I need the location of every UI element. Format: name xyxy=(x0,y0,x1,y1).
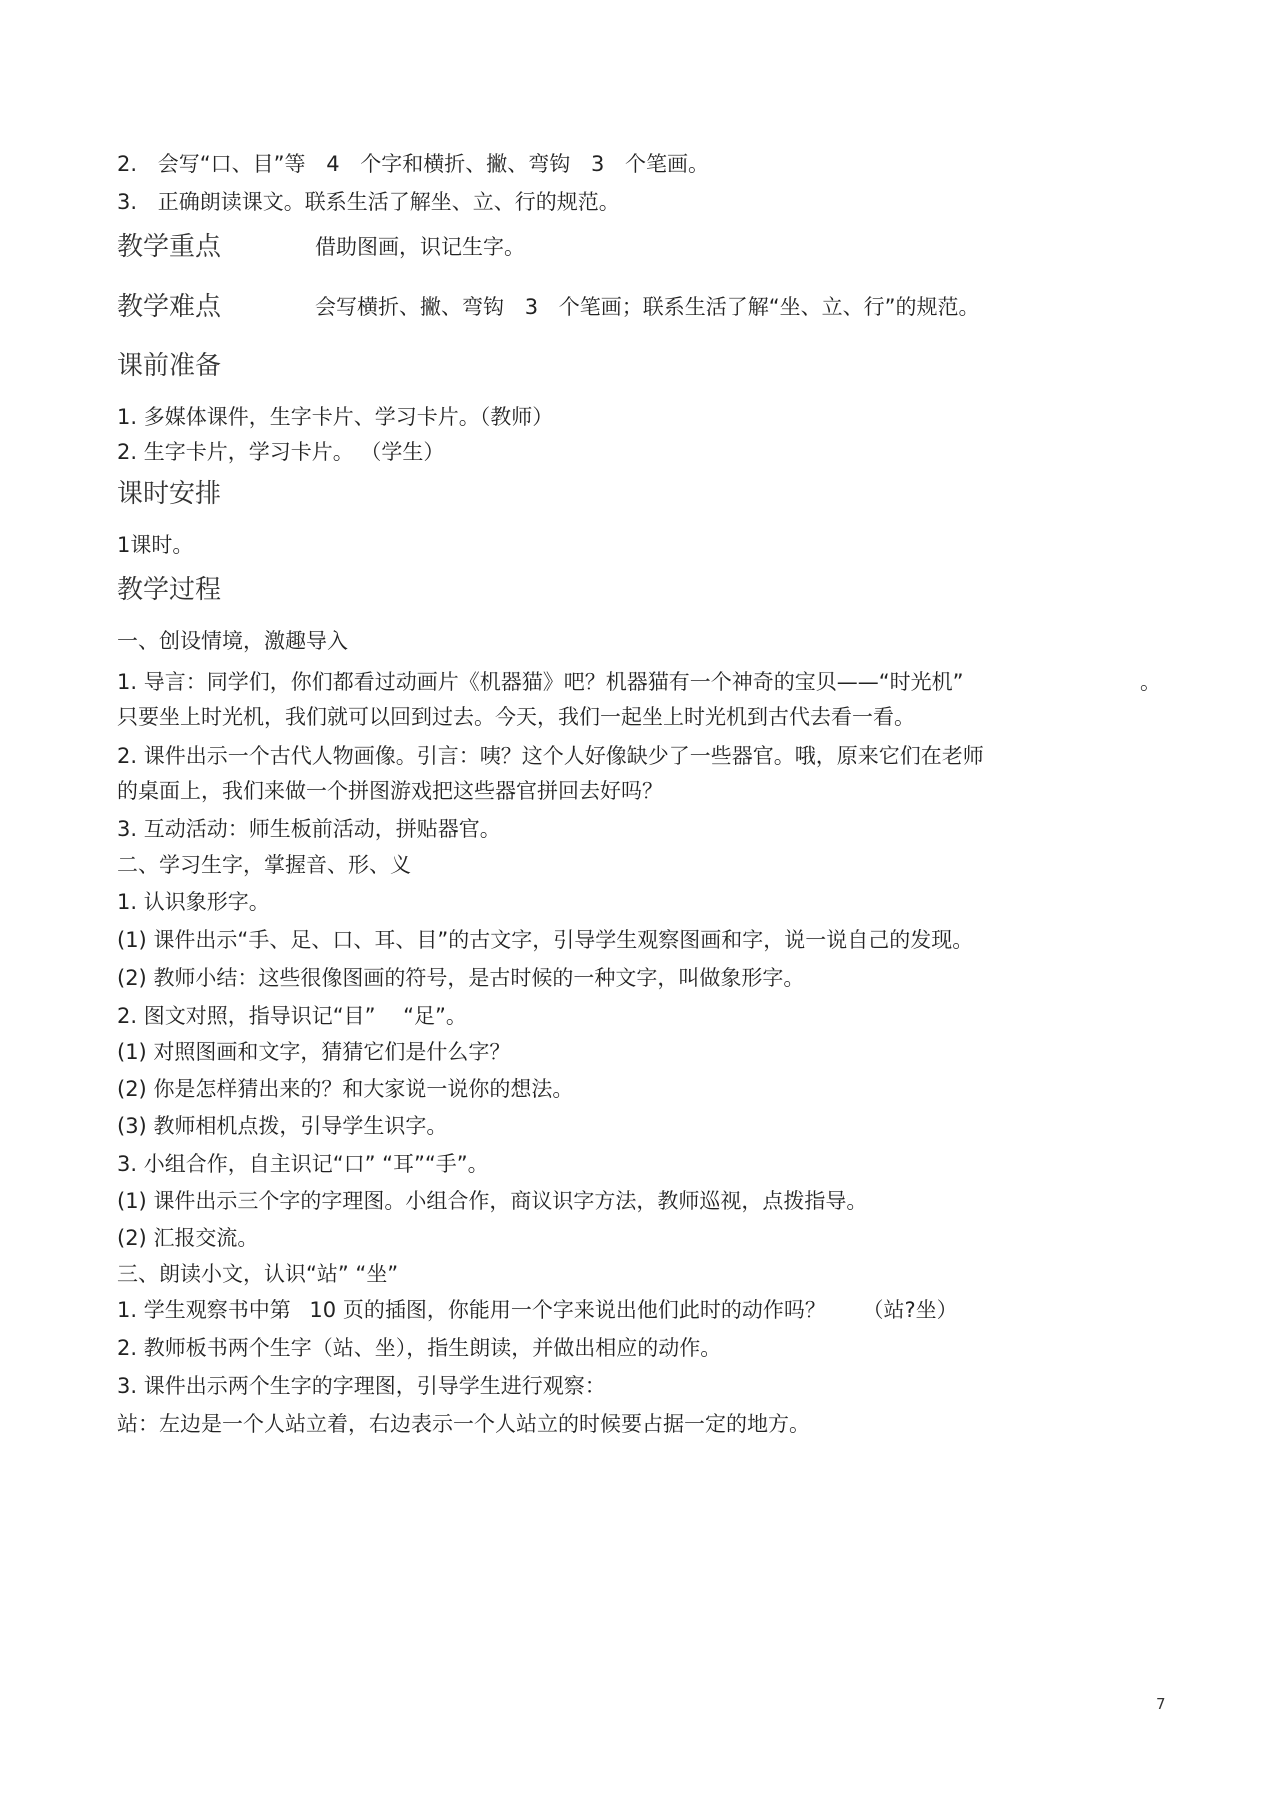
objective-3: 3. 正确朗读课文。联系生活了解坐、立、行的规范。 xyxy=(117,190,620,214)
difficulties-row xyxy=(117,290,221,324)
objective-2-number: 2. xyxy=(117,152,138,176)
section-1-item-2: 2. 课件出示一个古代人物画像。引言：咦？这个人好像缺少了一些器官。哦，原来它们在老师 xyxy=(117,744,984,768)
key-points-row xyxy=(117,230,221,264)
objective-3-number: 3. xyxy=(117,190,138,214)
difficulties-label: 教学难点 xyxy=(117,292,222,322)
section-1-item-1-line-2: 只要坐上时光机，我们就可以回到过去。今天，我们一起坐上时光机到古代去看一看。 xyxy=(117,705,915,729)
difficulties-value: 会写横折、撇、弯钩 3 个笔画；联系生活了解“坐、立、行”的规范。 xyxy=(315,295,980,319)
key-points-value: 借助图画，识记生字。 xyxy=(315,235,525,259)
section-2-item-1-sub-1: (1) 课件出示“手、足、口、耳、目”的古文字，引导学生观察图画和字，说一说自己的发现。 xyxy=(117,928,974,952)
section-2-item-2-sub-1: (1) 对照图画和文字，猜猜它们是什么字？ xyxy=(117,1040,511,1064)
section-1-item-2-line-2: 的桌面上，我们来做一个拼图游戏把这些器官拼回去好吗？ xyxy=(117,779,663,803)
section-2-item-2-sub-3: (3) 教师相机点拨，引导学生识字。 xyxy=(117,1114,448,1138)
preparation-item-1: 1. 多媒体课件，生字卡片、学习卡片。（教师） xyxy=(117,405,554,429)
section-3-item-3: 3. 课件出示两个生字的字理图，引导学生进行观察： xyxy=(117,1374,606,1398)
section-2-item-1: 1. 认识象形字。 xyxy=(117,890,270,914)
section-2-item-3-sub-2: (2) 汇报交流。 xyxy=(117,1226,259,1250)
section-2-title: 二、学习生字，掌握音、形、义 xyxy=(117,853,411,877)
preparation-item-2: 2. 生字卡片，学习卡片。 （学生） xyxy=(117,440,445,464)
section-3-item-1: 1. 学生观察书中第 10 页的插图，你能用一个字来说出他们此时的动作吗？ （站?坐） xyxy=(117,1298,958,1322)
section-1-title: 一、创设情境，激趣导入 xyxy=(117,629,348,653)
schedule-text: 1课时。 xyxy=(117,533,194,557)
preparation-heading: 课前准备 xyxy=(117,351,222,381)
schedule-heading: 课时安排 xyxy=(117,479,222,509)
objective-2: 2. 会写“口、目”等 4 个字和横折、撇、弯钩 3 个笔画。 xyxy=(117,152,709,176)
section-1-item-3: 3. 互动活动：师生板前活动，拼贴器官。 xyxy=(117,817,501,841)
key-points-label: 教学重点 xyxy=(117,232,222,262)
section-2-item-3: 3. 小组合作，自主识记“口” “耳”“手”。 xyxy=(117,1152,489,1176)
section-3-note: 站：左边是一个人站立着，右边表示一个人站立的时候要占据一定的地方。 xyxy=(117,1412,810,1436)
section-2-item-3-sub-1: (1) 课件出示三个字的字理图。小组合作，商议识字方法，教师巡视，点拨指导。 xyxy=(117,1189,868,1213)
section-3-item-2: 2. 教师板书两个生字（站、坐），指生朗读，并做出相应的动作。 xyxy=(117,1336,722,1360)
section-1-item-1-end: 。 xyxy=(1140,670,1161,694)
section-3-title: 三、朗读小文，认识“站” “坐” xyxy=(117,1262,399,1286)
section-2-item-2-sub-2: (2) 你是怎样猜出来的？和大家说一说你的想法。 xyxy=(117,1077,574,1101)
section-1-item-1: 1. 导言：同学们，你们都看过动画片《机器猫》吧？机器猫有一个神奇的宝贝——“时光机” xyxy=(117,670,964,694)
page-number: 7 xyxy=(1156,1695,1166,1713)
process-heading: 教学过程 xyxy=(117,575,222,605)
section-2-item-1-sub-2: (2) 教师小结：这些很像图画的符号，是古时候的一种文字，叫做象形字。 xyxy=(117,966,805,990)
section-2-item-2: 2. 图文对照，指导识记“目” “足”。 xyxy=(117,1004,467,1028)
